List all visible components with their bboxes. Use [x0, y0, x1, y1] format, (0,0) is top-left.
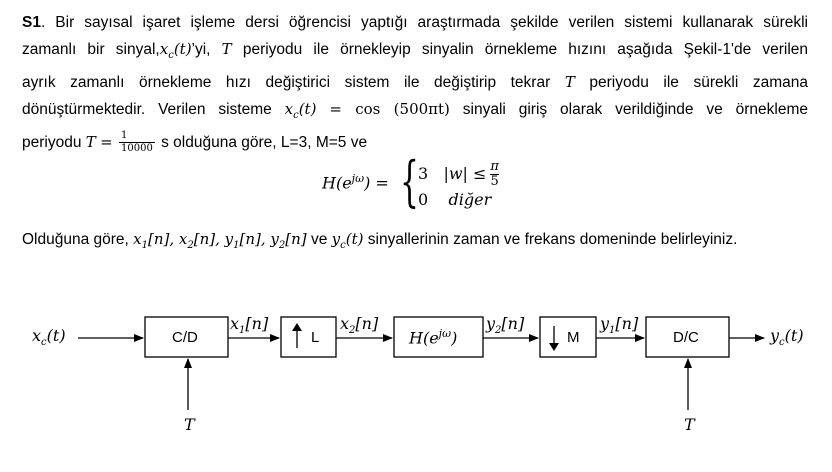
block-upsample — [281, 317, 336, 357]
equation-case-1: 3 |w| ≤ $\frac{\pi}{5}$ — [418, 159, 499, 189]
problem-line-1: S1. Bir sayısal işaret işleme dersi öğrencisi yaptığı araştırmada şekilde verilen sistemi kullanarak sürekli — [22, 14, 808, 31]
signal-y1-label: $y_1[n]$ — [600, 314, 639, 337]
problem-line-4: dönüştürmektedir. Verilen sisteme $x_c(t) = \cos (500\pi t)$ sinyali giriş olarak verildiğinde ve örnekleme — [22, 100, 808, 121]
pi-over-5: $\frac{\pi}{5}$ — [490, 159, 499, 189]
math-xc-t-2: $x_c(t)$ — [284, 100, 317, 121]
clock-label-cd: T — [184, 415, 195, 434]
signal-y2-label: $y_2[n]$ — [486, 314, 525, 337]
block-cd-label: C/D — [172, 329, 198, 346]
math-T: T — [221, 40, 232, 58]
block-downsample-label: M — [567, 329, 580, 346]
equation-brace: { — [400, 150, 419, 213]
output-signal-label: $y_c(t)$ — [770, 326, 804, 349]
question-text: Olduğuna göre, $x_1[n]$, $x_2[n]$, $y_1[n]$, $y_2[n]$ ve $y_c(t)$ sinyallerinin zaman ve frekans domeninde belirleyiniz. — [22, 230, 738, 251]
signal-x1-label: $x_1[n]$ — [230, 314, 269, 337]
input-signal-label: $x_c(t)$ — [32, 326, 66, 349]
period-fraction: $\frac{1}{10000}$ — [121, 130, 153, 155]
signal-x2-label: $x_2[n]$ — [340, 314, 379, 337]
problem-line-2: zamanlı bir $sinyal,x_c(t)’yi$, T periyodu ile örnekleyip sinyalin örnekleme hızını aşağıda Şekil-1'de verilen — [22, 40, 809, 61]
problem-line-5: periyodu T = $\frac{1}{10000}$ s olduğuna göre, L=3, M=5 ve — [22, 130, 368, 155]
block-dc-label: D/C — [673, 329, 699, 346]
down-arrow-head-icon — [549, 343, 559, 351]
math-yc-t: $y_c(t)$ — [331, 230, 364, 251]
math-xc-t: $x_c(t)$ — [159, 40, 192, 61]
clock-label-dc: T — [684, 415, 695, 434]
block-upsample-label: L — [311, 329, 320, 346]
up-arrow-head-icon — [292, 323, 302, 331]
block-filter-label: $H(e^{j\omega})$ — [409, 327, 458, 348]
math-T-3: T — [85, 133, 96, 151]
math-T-2: T — [564, 73, 575, 91]
problem-line-3: ayrık zamanlı örnekleme hızı değiştirici sistem ile değiştirip tekrar T periyodu ile sürekli zamana — [22, 73, 808, 91]
math-signal-list: $x_1[n]$, $x_2[n]$, $y_1[n]$, $y_2[n]$ — [133, 230, 307, 251]
equation-lhs: $H(e^{j\omega})$ = — [322, 172, 389, 193]
equation-case-2: 0 diğer — [418, 190, 492, 209]
problem-label: S1 — [22, 14, 41, 31]
